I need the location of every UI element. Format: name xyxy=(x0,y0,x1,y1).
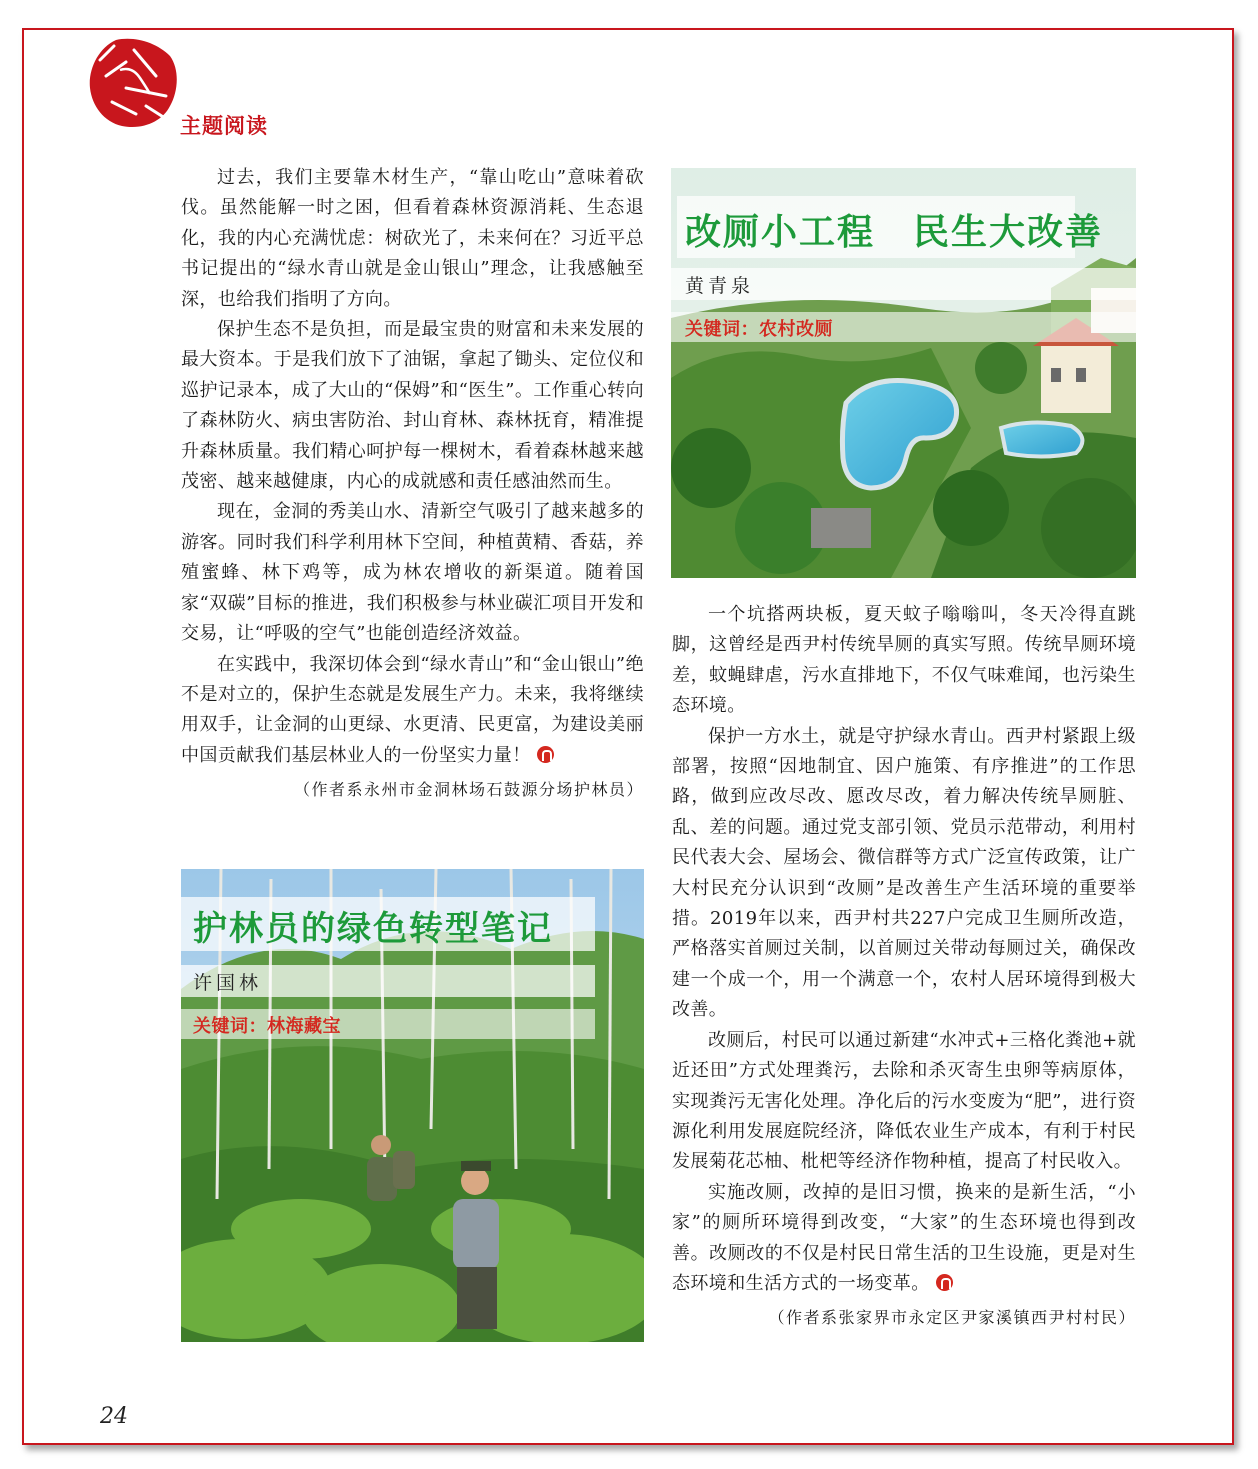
right-keyword: 关键词：农村改厕 xyxy=(685,319,833,340)
left-author-note: （作者系永州市金洞林场石鼓源分场护林员） xyxy=(293,780,644,800)
right-author-note: （作者系张家界市永定区尹家溪镇西尹村村民） xyxy=(768,1308,1136,1328)
left-paragraph-4: 在实践中，我深切体会到“绿水青山”和“金山银山”绝不是对立的，保护生态就是发展生产力。未来，我将继续用双手，让金洞的山更绿、水更清、民更富，为建设美丽中国贡献我们基层林业人的一份坚实力量！ xyxy=(181,653,644,766)
section-title: 主题阅读 xyxy=(180,114,268,138)
right-paragraph-4: 实施改厕，改掉的是旧习惯，换来的是新生活，“小家”的厕所环境得到改变，“大家”的生态环境也得到改善。改厕改的不仅是村民日常生活的卫生设施，更是对生态环境和生活方式的一场变革。 xyxy=(672,1181,1136,1294)
right-author: 黄青泉 xyxy=(685,275,755,297)
article-end-icon xyxy=(537,746,554,763)
article-end-icon xyxy=(936,1274,953,1291)
right-article xyxy=(672,600,1136,1334)
right-paragraph-1: 一个坑搭两块板，夏天蚊子嗡嗡叫，冬天冷得直跳脚，这曾经是西尹村传统旱厕的真实写照。传统旱厕环境差，蚊蝇肆虐，污水直排地下，不仅气味难闻，也污染生态环境。 xyxy=(672,604,1136,717)
right-headline: 改厕小工程 民生大改善 xyxy=(685,212,1104,253)
left-article xyxy=(181,163,644,806)
left-headline: 护林员的绿色转型笔记 xyxy=(193,909,553,949)
right-photo-panel xyxy=(671,168,1136,578)
magazine-logo-icon xyxy=(86,36,182,132)
left-author: 许国林 xyxy=(193,972,263,994)
left-paragraph-2: 保护生态不是负担，而是最宝贵的财富和未来发展的最大资本。于是我们放下了油锯，拿起了锄头、定位仪和巡护记录本，成了大山的“保姆”和“医生”。工作重心转向了森林防火、病虫害防治、封山育林、森林抚育，精准提升森林质量。我们精心呵护每一棵树木，看着森林越来越茂密、越来越健康，内心的成就感和责任感油然而生。 xyxy=(181,319,644,493)
left-paragraph-3: 现在，金洞的秀美山水、清新空气吸引了越来越多的游客。同时我们科学利用林下空间，种植黄精、香菇，养殖蜜蜂、林下鸡等，成为林农增收的新渠道。随着国家“双碳”目标的推进，我们积极参与林业碳汇项目开发和交易，让“呼吸的空气”也能创造经济效益。 xyxy=(181,501,644,645)
right-paragraph-2: 保护一方水土，就是守护绿水青山。西尹村紧跟上级部署，按照“因地制宜、因户施策、有序推进”的工作思路，做到应改尽改、愿改尽改，着力解决传统旱厕脏、乱、差的问题。通过党支部引领、党员示范带动，利用村民代表大会、屋场会、微信群等方式广泛宣传政策，让广大村民充分认识到“改厕”是改善生产生活环境的重要举措。2019年以来，西尹村共227户完成卫生厕所改造，严格落实首厕过关制，以首厕过关带动每厕过关，确保改建一个成一个，用一个满意一个，农村人居环境得到极大改善。 xyxy=(672,725,1136,1021)
left-photo-panel xyxy=(181,869,644,1342)
right-paragraph-3: 改厕后，村民可以通过新建“水冲式+三格化粪池+就近还田”方式处理粪污，去除和杀灭寄生虫卵等病原体，实现粪污无害化处理。净化后的污水变废为“肥”，进行资源化利用发展庭院经济，降低农业生产成本，有利于村民发展菊花芯柚、枇杷等经济作物种植，提高了村民收入。 xyxy=(672,1029,1136,1173)
page-number: 24 xyxy=(100,1404,128,1429)
left-keyword: 关键词：林海藏宝 xyxy=(193,1016,341,1037)
left-paragraph-1: 过去，我们主要靠木材生产，“靠山吃山”意味着砍伐。虽然能解一时之困，但看着森林资源消耗、生态退化，我的内心充满忧虑：树砍光了，未来何在？习近平总书记提出的“绿水青山就是金山银山”理念，让我感触至深，也给我们指明了方向。 xyxy=(181,167,644,310)
